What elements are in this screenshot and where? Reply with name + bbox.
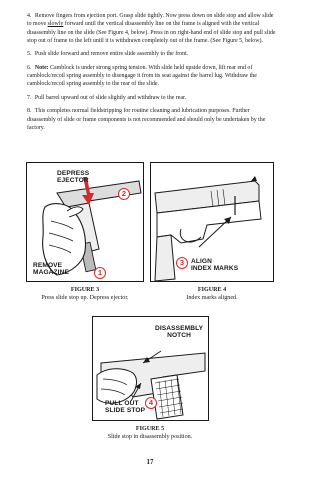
figure-5 — [92, 316, 209, 421]
step-text: forward until the vertical disassembly line on the frame is aligned with the vertical disassembly line on the slide (See Figure 4, below). Press in on right-hand end of slide stop and pull slide stop out of frame to the left until it is withdrawn completely out of the frame. (See Figure 5, below). — [27, 21, 276, 44]
figure-title: FIGURE 5 — [135, 426, 165, 432]
step-badge-2: 2 — [118, 188, 130, 200]
step-badge-3: 3 — [176, 257, 188, 269]
callout-line: DISASSEMBLY — [155, 325, 204, 332]
step-text: Push slide forward and remove entire slide assembly to the front. — [34, 51, 189, 58]
step-number: 5. — [27, 51, 32, 58]
align-index-marks-label — [191, 258, 238, 273]
figure-3 — [26, 162, 144, 282]
step-8 — [27, 107, 277, 132]
callout-line: INDEX MARKS — [191, 265, 239, 273]
step-number: 4. — [27, 13, 32, 19]
step-text: Remove fingers from ejection port. Grasp slide tightly. Now press down on slide stop and allow slide to move — [27, 13, 274, 28]
callout-line: EJECTOR — [57, 177, 89, 185]
callout-line: REMOVE — [33, 262, 63, 269]
callout-line: ALIGN — [191, 258, 213, 265]
callout-line: PULL OUT — [105, 400, 139, 407]
page-number: 17 — [146, 458, 154, 466]
step-text: Pull barrel upward out of slide slightly and withdraw to the rear. — [34, 94, 187, 101]
figure-caption-text: Index marks aligned. — [186, 295, 238, 301]
step-text: Camblock is under strong spring tension. With slide held upside down, lift rear end of camblock/recoil spring assembly to disengage it from its seat against the barrel lug. Withdraw the camblock/recoil spring assembly to the rear of the slide. — [27, 64, 257, 88]
step-note-label: Note: — [34, 64, 49, 71]
figure-title: FIGURE 3 — [70, 287, 100, 293]
step-7 — [27, 94, 277, 102]
step-number: 8. — [27, 108, 32, 115]
figure-caption-text: Press slide stop up. Depress ejector. — [41, 295, 129, 301]
callout-line: DEPRESS — [57, 170, 90, 177]
step-badge-4: 4 — [145, 397, 157, 409]
figure-caption-text: Slide stop in disassembly position. — [107, 434, 193, 440]
figure-4 — [150, 162, 274, 282]
step-number: 7. — [27, 94, 32, 101]
step-emphasis: slowly — [47, 21, 64, 28]
step-4 — [27, 12, 277, 45]
step-badge-1: 1 — [94, 267, 106, 279]
depress-ejector-label — [57, 170, 89, 185]
pull-out-slide-stop-label — [105, 400, 145, 415]
instruction-steps — [27, 12, 277, 138]
figure-5-caption — [70, 425, 230, 441]
callout-line: MAGAZINE — [33, 269, 69, 277]
figure-3-caption — [26, 286, 144, 302]
step-6 — [27, 64, 277, 89]
figure-4-caption — [150, 286, 274, 302]
remove-magazine-label — [33, 262, 69, 277]
callout-line: NOTCH — [167, 332, 192, 340]
step-number: 6. — [27, 64, 32, 71]
step-5 — [27, 50, 277, 58]
figure-title: FIGURE 4 — [197, 287, 227, 293]
step-text: This completes normal fieldstripping for routine cleaning and lubrication purposes. Further disassembly of slide or frame components is not recommended and should only be undertaken by the factory. — [27, 108, 266, 132]
callout-line: SLIDE STOP — [105, 407, 146, 415]
disassembly-notch-label — [155, 325, 203, 340]
